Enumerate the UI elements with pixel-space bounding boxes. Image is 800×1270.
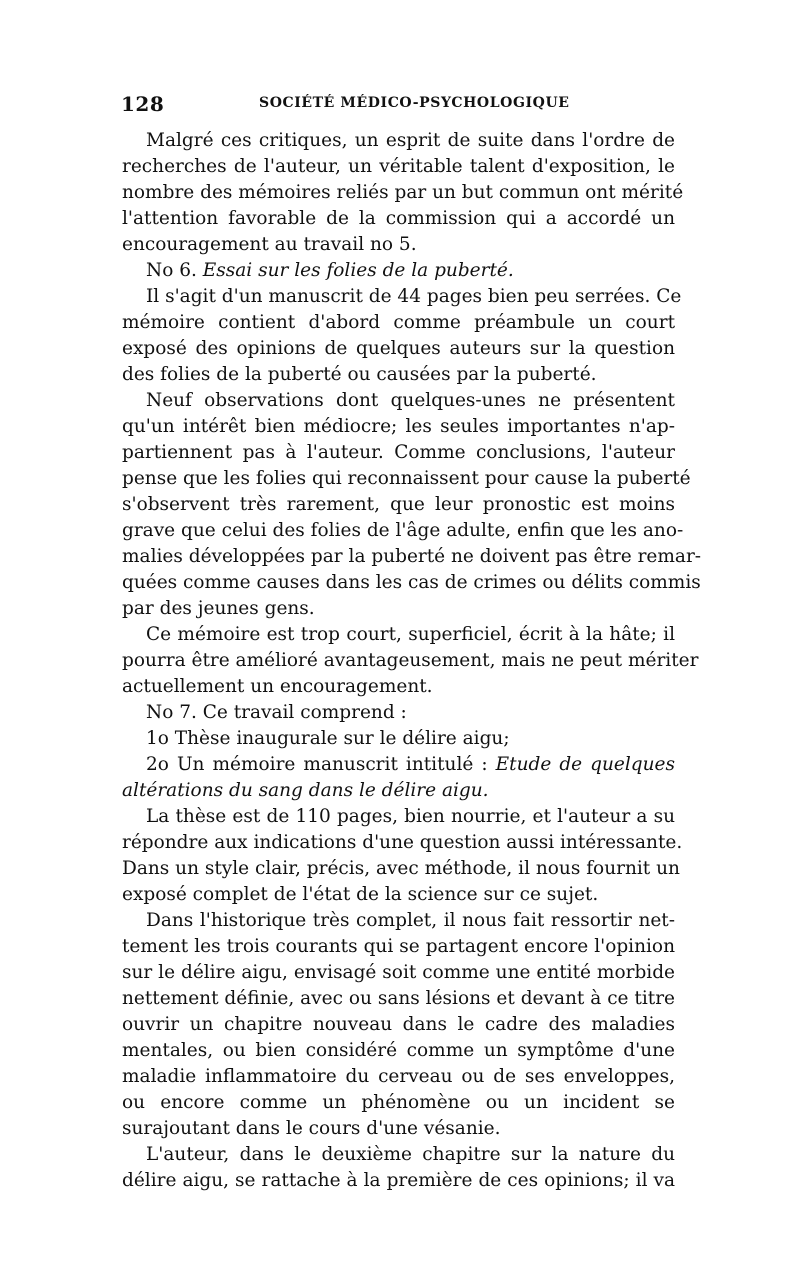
text-line: recherches de l'auteur, un véritable talent d'exposition, le [122, 156, 675, 177]
running-title: SOCIÉTÉ MÉDICO-PSYCHOLOGIQUE [259, 95, 570, 111]
text-line: exposé complet de l'état de la science sur ce sujet. [122, 884, 599, 905]
italic-text-segment: Etude de quelques [495, 754, 675, 775]
text-line: 1o Thèse inaugurale sur le délire aigu; [146, 728, 510, 749]
text-line: nettement définie, avec ou sans lésions et devant à ce titre [122, 988, 675, 1009]
text-line: maladie inflammatoire du cerveau ou de ses enveloppes, [122, 1066, 675, 1087]
page-number: 128 [121, 92, 165, 116]
text-line: No 7. Ce travail comprend : [146, 702, 407, 723]
text-line: quées comme causes dans les cas de crimes ou délits commis [122, 572, 701, 593]
text-line: pourra être amélioré avantageusement, mais ne peut mériter [122, 650, 699, 671]
text-line: délire aigu, se rattache à la première de ces opinions; il va [122, 1170, 675, 1191]
text-line: Il s'agit d'un manuscrit de 44 pages bien peu serrées. Ce [146, 286, 682, 307]
text-line: Neuf observations dont quelques-unes ne présentent [146, 390, 675, 411]
text-line: Malgré ces critiques, un esprit de suite dans l'ordre de [146, 130, 675, 151]
text-line: nombre des mémoires reliés par un but commun ont mérité [122, 182, 684, 203]
text-line: Dans un style clair, précis, avec méthode, il nous fournit un [122, 858, 680, 879]
text-line: répondre aux indications d'une question aussi intéressante. [122, 832, 683, 853]
running-header [121, 92, 676, 116]
text-line: Dans l'historique très complet, il nous fait ressortir net- [146, 910, 675, 931]
text-segment: No 6. [146, 260, 203, 281]
text-segment: 2o Un mémoire manuscrit intitulé : [146, 754, 496, 775]
text-line: mémoire contient d'abord comme préambule un court [122, 312, 675, 333]
text-line: exposé des opinions de quelques auteurs sur la question [122, 338, 675, 359]
text-line: des folies de la puberté ou causées par la puberté. [122, 364, 597, 385]
text-line: actuellement un encouragement. [122, 676, 433, 697]
text-line [122, 752, 675, 778]
text-line: pense que les folies qui reconnaissent pour cause la puberté [122, 468, 691, 489]
italic-text-segment: Essai sur les folies de la puberté. [202, 260, 514, 281]
body-text [122, 128, 702, 1194]
text-line: partiennent pas à l'auteur. Comme conclusions, l'auteur [122, 442, 675, 463]
italic-text-segment: altérations du sang dans le délire aigu. [122, 780, 489, 801]
text-line: ouvrir un chapitre nouveau dans le cadre des maladies [122, 1014, 675, 1035]
text-line: par des jeunes gens. [122, 598, 315, 619]
text-line: grave que celui des folies de l'âge adulte, enfin que les ano- [122, 520, 684, 541]
text-line: qu'un intérêt bien médiocre; les seules importantes n'ap- [122, 416, 675, 437]
text-line: tement les trois courants qui se partagent encore l'opinion [122, 936, 675, 957]
text-line: l'attention favorable de la commission qui a accordé un [122, 208, 675, 229]
text-line: sur le délire aigu, envisagé soit comme une entité morbide [122, 962, 675, 983]
text-line [122, 258, 675, 284]
text-line: surajoutant dans le cours d'une vésanie. [122, 1118, 501, 1139]
text-line [122, 778, 675, 804]
text-line: La thèse est de 110 pages, bien nourrie, et l'auteur a su [146, 806, 675, 827]
text-line: Ce mémoire est trop court, superficiel, écrit à la hâte; il [146, 624, 675, 645]
text-line: ou encore comme un phénomène ou un incident se [122, 1092, 675, 1113]
text-line: malies développées par la puberté ne doivent pas être remar- [122, 546, 702, 567]
text-line: s'observent très rarement, que leur pronostic est moins [122, 494, 675, 515]
text-line: mentales, ou bien considéré comme un symptôme d'une [122, 1040, 675, 1061]
text-line: L'auteur, dans le deuxième chapitre sur la nature du [146, 1144, 675, 1165]
text-line: encouragement au travail no 5. [122, 234, 417, 255]
